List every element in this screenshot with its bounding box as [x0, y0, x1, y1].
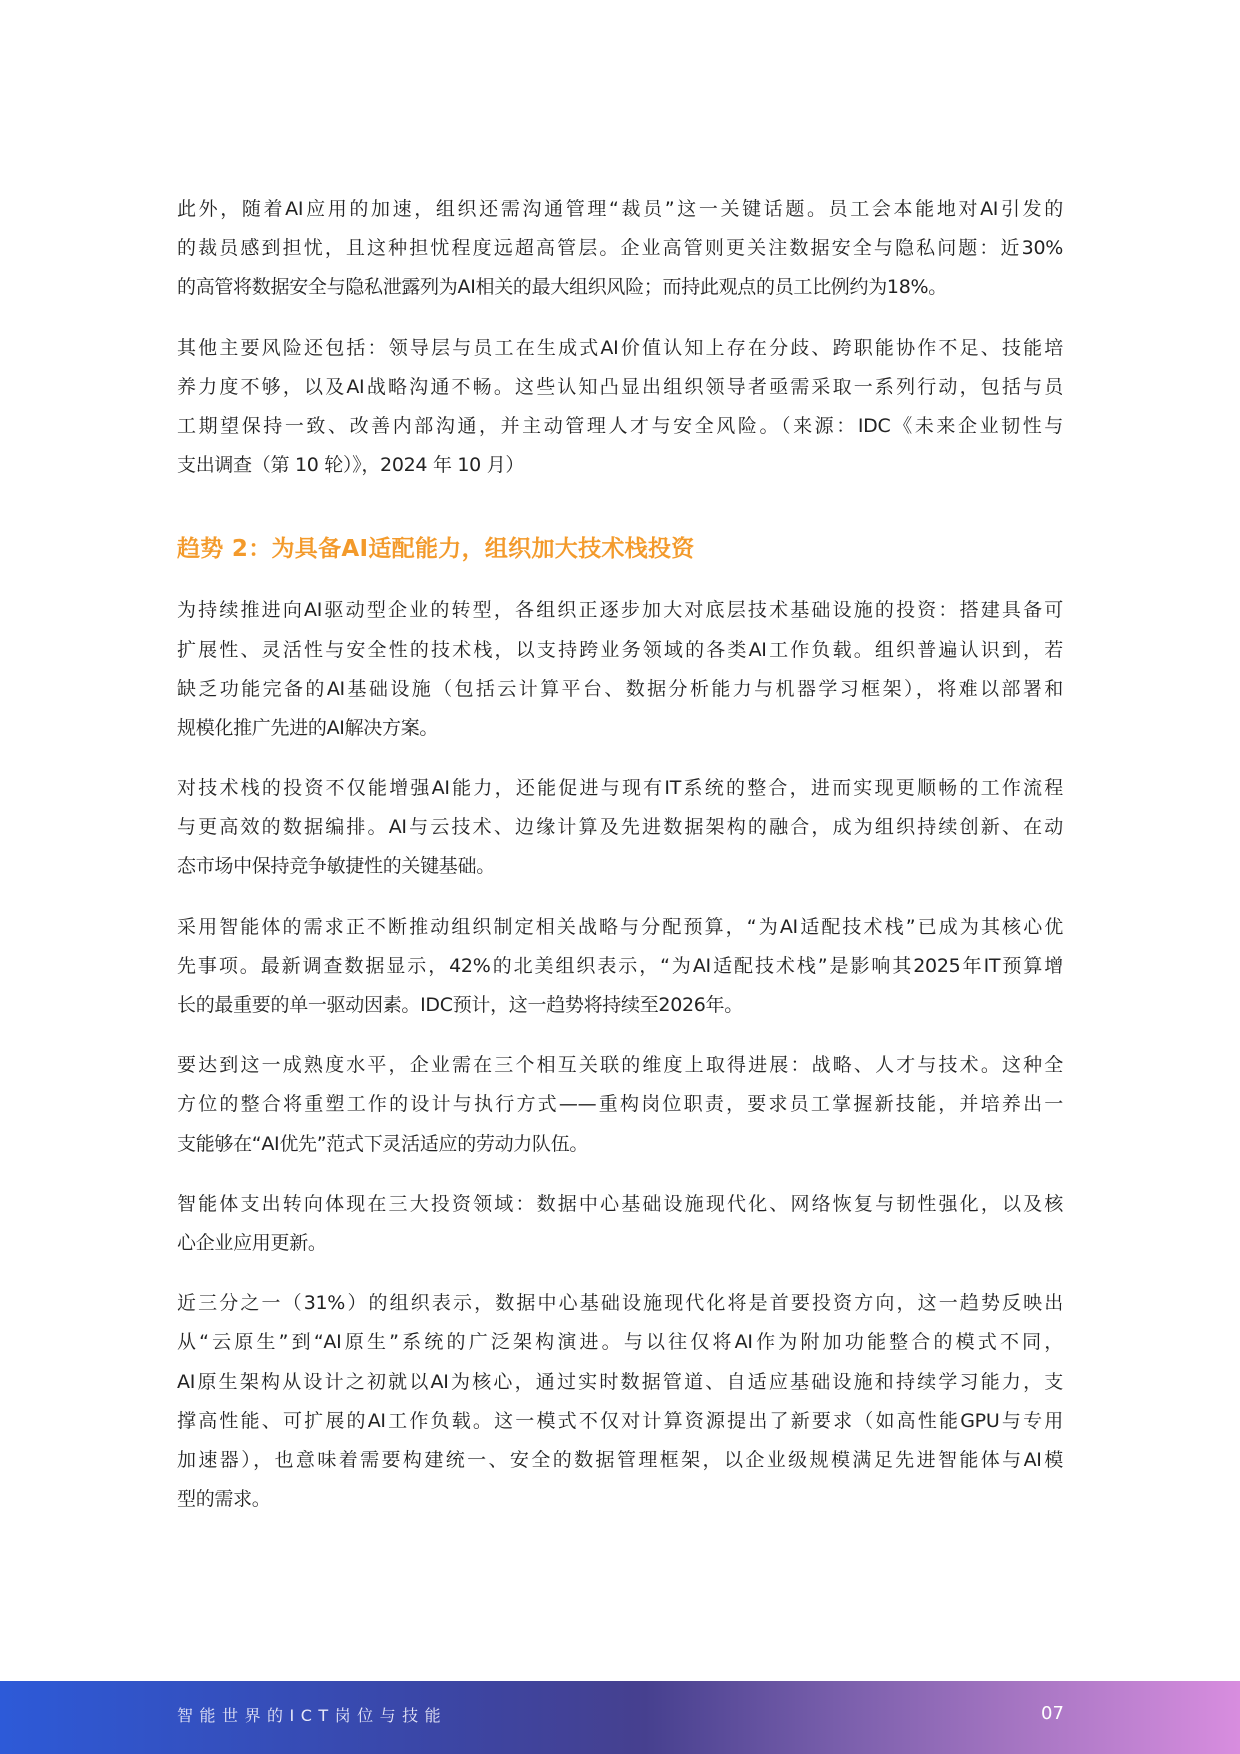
paragraph-line: 长的最重要的单一驱动因素。IDC预计，这一趋势将持续至2026年。 [177, 994, 743, 1016]
paragraph-line: 的裁员感到担忧，且这种担忧程度远超高管层。企业高管则更关注数据安全与隐私问题：近30% [177, 237, 1063, 260]
paragraph-line: 其他主要风险还包括：领导层与员工在生成式AI价值认知上存在分歧、跨职能协作不足、技能培 [177, 336, 1063, 359]
paragraph-line: 心企业应用更新。 [177, 1231, 327, 1254]
paragraph-line: 采用智能体的需求正不断推动组织制定相关战略与分配预算，“为AI适配技术栈”已成为其核心优 [177, 915, 1063, 938]
paragraph-line: 型的需求。 [177, 1488, 271, 1511]
section-heading: 趋势 2：为具备AI适配能力，组织加大技术栈投资 [177, 536, 695, 563]
paragraph [177, 591, 1063, 748]
paragraph [177, 908, 1063, 1026]
page-number: 07 [1041, 1703, 1064, 1724]
paragraph-line: 缺乏功能完备的AI基础设施（包括云计算平台、数据分析能力与机器学习框架），将难以部署和 [177, 677, 1063, 700]
paragraph-line: AI原生架构从设计之初就以AI为核心，通过实时数据管道、自适应基础设施和持续学习能力，支 [177, 1370, 1063, 1393]
paragraph [177, 190, 1063, 308]
page-footer [0, 1681, 1240, 1754]
paragraph-line: 支出调查（第 10 轮）》，2024 年 10 月） [177, 454, 525, 477]
paragraph [177, 769, 1063, 887]
paragraph-line: 对技术栈的投资不仅能增强AI能力，还能促进与现有IT系统的整合，进而实现更顺畅的工作流程 [177, 777, 1063, 800]
paragraph-line: 与更高效的数据编排。AI与云技术、边缘计算及先进数据架构的融合，成为组织持续创新、在动 [177, 816, 1063, 839]
paragraph-line: 态市场中保持竞争敏捷性的关键基础。 [177, 855, 495, 878]
paragraph [177, 1185, 1063, 1263]
paragraph-line: 从“云原生”到“AI原生”系统的广泛架构演进。与以往仅将AI作为附加功能整合的模式不同， [177, 1331, 1063, 1354]
paragraph-line: 工期望保持一致、改善内部沟通，并主动管理人才与安全风险。（来源：IDC《未来企业韧性与 [177, 414, 1063, 437]
paragraph-line: 要达到这一成熟度水平，企业需在三个相互关联的维度上取得进展：战略、人才与技术。这种全 [177, 1054, 1063, 1077]
paragraph [177, 1284, 1063, 1519]
document-body [177, 190, 1063, 1540]
paragraph-line: 撑高性能、可扩展的AI工作负载。这一模式不仅对计算资源提出了新要求（如高性能GPU与专用 [177, 1409, 1063, 1432]
footer-title: 智能世界的ICT岗位与技能 [177, 1706, 448, 1725]
paragraph-line: 养力度不够，以及AI战略沟通不畅。这些认知凸显出组织领导者亟需采取一系列行动，包括与员 [177, 375, 1063, 398]
paragraph-line: 此外，随着AI应用的加速，组织还需沟通管理“裁员”这一关键话题。员工会本能地对AI引发的 [177, 198, 1063, 220]
paragraph-line: 近三分之一（31%）的组织表示，数据中心基础设施现代化将是首要投资方向，这一趋势反映出 [177, 1292, 1063, 1315]
paragraph [177, 1046, 1063, 1164]
paragraph-line: 规模化推广先进的AI解决方案。 [177, 716, 439, 739]
paragraph-line: 先事项。最新调查数据显示，42%的北美组织表示，“为AI适配技术栈”是影响其2025年IT预算增 [177, 954, 1063, 977]
paragraph-line: 的高管将数据安全与隐私泄露列为AI相关的最大组织风险；而持此观点的员工比例约为18%。 [177, 276, 947, 299]
paragraph-line: 方位的整合将重塑工作的设计与执行方式——重构岗位职责，要求员工掌握新技能，并培养出一 [177, 1093, 1063, 1116]
paragraph-line: 为持续推进向AI驱动型企业的转型，各组织正逐步加大对底层技术基础设施的投资：搭建具备可 [177, 599, 1063, 622]
paragraph-line: 扩展性、灵活性与安全性的技术栈，以支持跨业务领域的各类AI工作负载。组织普遍认识到，若 [177, 638, 1063, 661]
paragraph-line: 加速器），也意味着需要构建统一、安全的数据管理框架，以企业级规模满足先进智能体与AI模 [177, 1448, 1063, 1471]
paragraph [177, 329, 1063, 486]
paragraph-line: 智能体支出转向体现在三大投资领域：数据中心基础设施现代化、网络恢复与韧性强化，以及核 [177, 1192, 1063, 1215]
paragraph-line: 支能够在“AI优先”范式下灵活适应的劳动力队伍。 [177, 1132, 589, 1155]
